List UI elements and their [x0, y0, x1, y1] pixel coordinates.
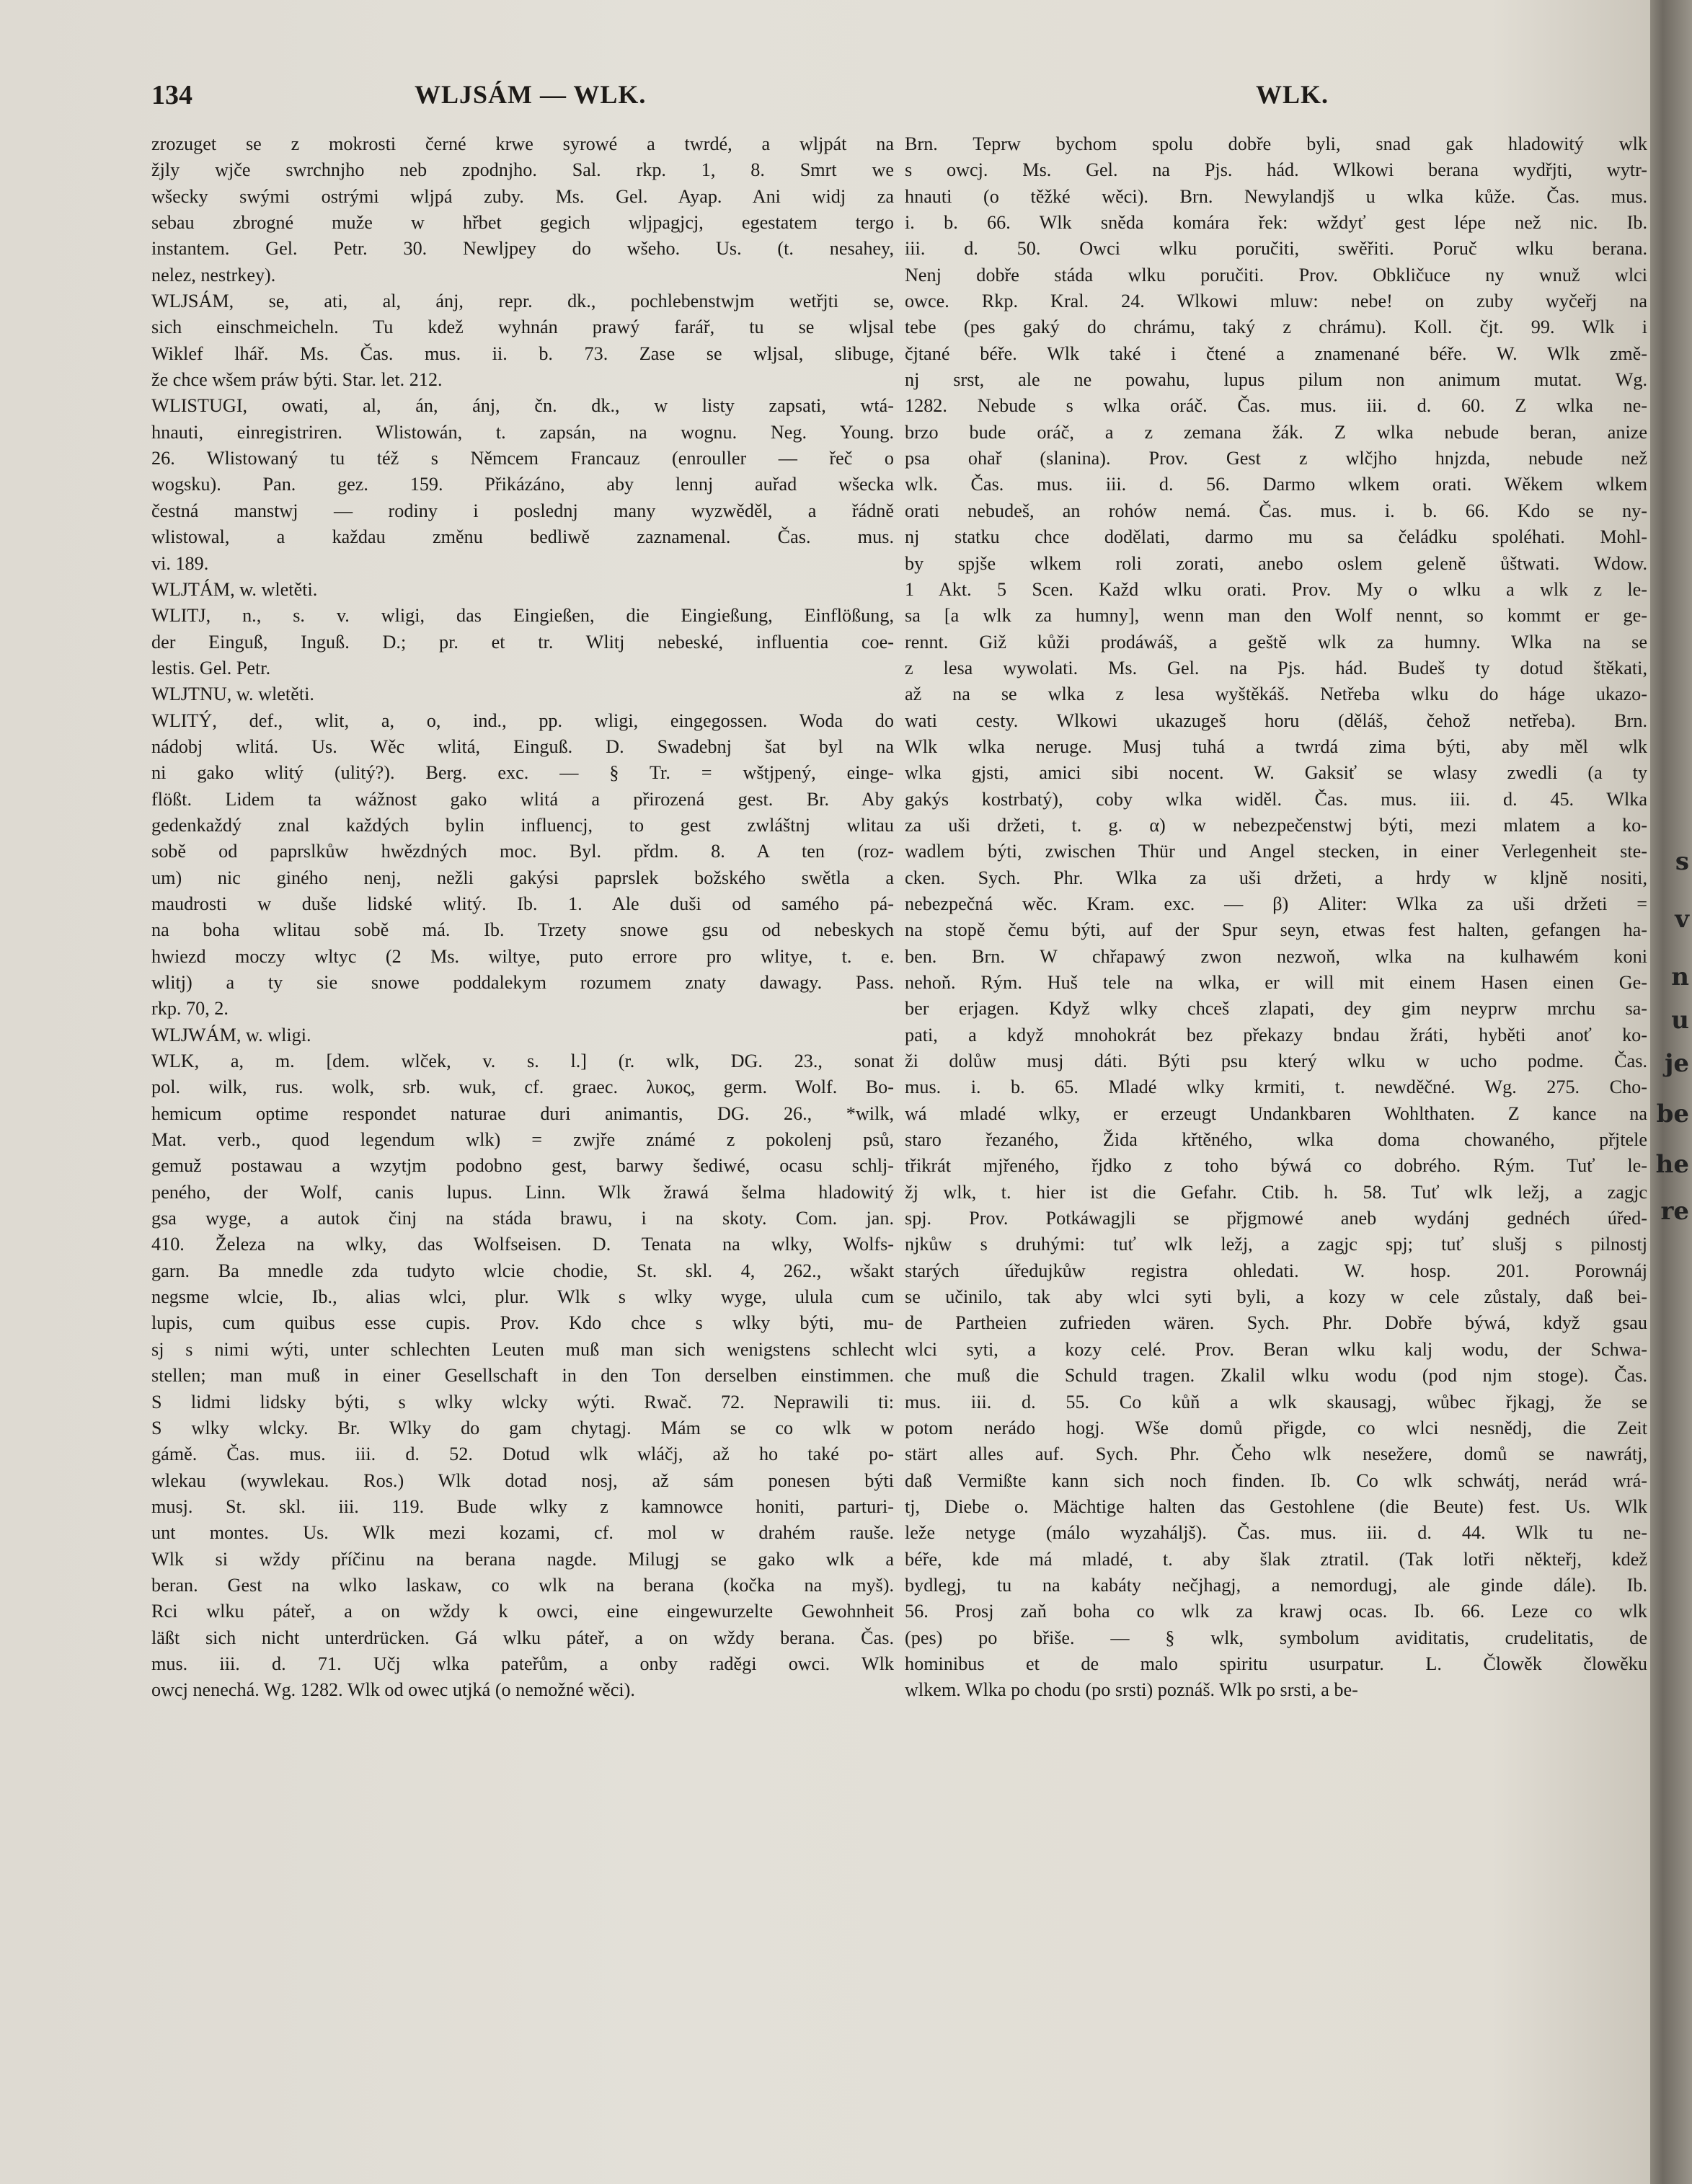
page-header	[151, 79, 1341, 117]
text-line: läßt sich nicht unterdrücken. Gá wlku páteř, a on wždy berana. Čas.	[151, 1627, 894, 1648]
text-line: der Einguß, Inguß. D.; pr. et tr. Wlitj nebeské, influentia coe-	[151, 631, 894, 653]
text-line: potom nerádo hogj. Wše domů přigde, co wlci nesnědj, die Zeit	[905, 1417, 1647, 1438]
text-line: mus. i. b. 65. Mladé wlky krmiti, t. newděčné. Wg. 275. Cho-	[905, 1076, 1647, 1098]
text-line: gsa wyge, a autok činj na stáda brawu, i na skoty. Com. jan.	[151, 1208, 894, 1229]
text-line: 410. Železa na wlky, das Wolfseisen. D. Tenata na wlky, Wolfs-	[151, 1234, 894, 1255]
edge-fragment: n	[1671, 963, 1689, 991]
text-line: Wiklef lhář. Ms. Čas. mus. ii. b. 73. Zase se wljsal, slibuge,	[151, 342, 894, 364]
text-line: nádobj wlitá. Us. Wěc wlitá, Einguß. D. Swadebnj šat byl na	[151, 735, 894, 757]
text-line: wšecky swými ostrými wljpá zuby. Ms. Gel. Ayap. Ani widj za	[151, 185, 894, 207]
text-line: brzo bude oráč, a z zemana žák. Z wlka nebude beran, anize	[905, 421, 1647, 443]
text-line: cken. Sych. Phr. Wlka za uši držeti, a hrdy w kljně nositi,	[905, 867, 1647, 888]
text-line: S lidmi lidsky býti, s wlky wlcky wýti. Rwač. 72. Neprawili ti:	[151, 1391, 894, 1412]
text-line: um) nic giného nenj, nežli gakýsi paprslek božského swětla a	[151, 867, 894, 888]
text-line: musj. St. skl. iii. 119. Bude wlky z kamnowce honiti, parturi-	[151, 1495, 894, 1517]
text-line: flößt. Lidem ta wážnost gako wlitá a přirozená gest. Br. Aby	[151, 788, 894, 810]
text-line: Rci wlku páteř, a on wždy k owci, eine eingewurzelte Gewohnheit	[151, 1601, 894, 1622]
text-line: sich einschmeicheln. Tu kdež wyhnán prawý farář, tu se wljsal	[151, 317, 894, 338]
text-line: peného, der Wolf, canis lupus. Linn. Wlk žrawá šelma hladowitý	[151, 1181, 894, 1203]
edge-fragment: v	[1675, 905, 1689, 934]
text-line: ni gako wlitý (ulitý?). Berg. exc. — § Tr. = wštjpený, einge-	[151, 762, 894, 784]
text-line: sa [a wlk za humny], wenn man den Wolf nennt, so kommt er ge-	[905, 605, 1647, 627]
text-line: z lesa wywolati. Ms. Gel. na Pjs. hád. Budeš ty dotud štěkati,	[905, 657, 1647, 678]
text-line: spj. Prov. Potkáwagjli se přjgmowé aneb wydánj gednéch úřed-	[905, 1208, 1647, 1229]
text-line: garn. Ba mnedle zda tudyto wlcie chodie, St. skl. 4, 262., wšakt	[151, 1260, 894, 1281]
text-line: sebau zbrogné muže w hřbet gegich wljpagjcj, egestatem tergo	[151, 212, 894, 234]
text-line: třikrát mjřeného, řjdko z toho býwá co dobrého. Rým. Tuť le-	[905, 1155, 1647, 1177]
text-line: beran. Gest na wlko laskaw, co wlk na berana (kočka na myš).	[151, 1574, 894, 1596]
text-line: Mat. verb., quod legendum wlk) = zwjře známé z pokolenj psů,	[151, 1129, 894, 1151]
text-line: Wlk wlka neruge. Musj tuhá a twrdá zima býti, aby měl wlk	[905, 735, 1647, 757]
text-line: de Partheien zufrieden wären. Sych. Phr. Dobře býwá, když gsau	[905, 1312, 1647, 1334]
text-line: 56. Prosj zaň boha co wlk za krawj ocas. Ib. 66. Leze co wlk	[905, 1601, 1647, 1622]
text-line: rennt. Giž kůži prodáwáš, a geště wlk za humny. Wlka na se	[905, 631, 1647, 653]
text-line: zrozuget se z mokrosti černé krwe syrowé a twrdé, a wljpát na	[151, 133, 894, 154]
text-line: wlka gjsti, amici sibi nocent. W. Gaksiť se wlasy zwedli (a ty	[905, 762, 1647, 784]
right-column	[905, 131, 1647, 1704]
text-line: čjtané béře. Wlk také i čtené a znamenané béře. W. Wlk změ-	[905, 342, 1647, 364]
text-line: wlci syti, a kozy celé. Prov. Beran wlku kalj wodu, der Schwa-	[905, 1338, 1647, 1360]
text-line: wlistowal, a každau změnu bedliwě zaznamenal. Čas. mus.	[151, 526, 894, 548]
text-line: Nenj dobře stáda wlku poručiti. Prov. Obkličuce ny wnuž wlci	[905, 264, 1647, 286]
text-line: tj, Diebe o. Mächtige halten das Gestohlene (die Beute) fest. Us. Wlk	[905, 1495, 1647, 1517]
text-line: wati cesty. Wlkowi ukazugeš horu (děláš, čehož netřeba). Brn.	[905, 709, 1647, 731]
adjacent-page-edge	[1650, 0, 1692, 2184]
text-line: ber erjagen. Když wlky chceš zlapati, dey gim neyprw mrchu sa-	[905, 998, 1647, 1020]
text-line: hnauti, einregistriren. Wlistowán, t. zapsán, na wognu. Neg. Young.	[151, 421, 894, 443]
text-line: stellen; man muß in einer Gesellschaft in den Ton derselben einstimmen.	[151, 1365, 894, 1387]
text-line: pol. wilk, rus. wolk, srb. wuk, cf. graec. λυκος, germ. Wolf. Bo-	[151, 1076, 894, 1098]
text-line: wlkem. Wlka po chodu (po srsti) poznáš. Wlk po srsti, a be-	[905, 1679, 1358, 1701]
text-line: vi. 189.	[151, 552, 209, 574]
text-line: wlk. Čas. mus. iii. d. 56. Darmo wlkem orati. Wěkem wlkem	[905, 474, 1647, 495]
text-line: až na se wlka z lesa wyštěkáš. Netřeba wlku do háge ukazo-	[905, 684, 1647, 705]
text-line: za uši držeti, t. g. α) w nebezpečenstwj býti, mezi mlatem a ko-	[905, 814, 1647, 836]
text-line: WLISTUGI, owati, al, án, ánj, čn. dk., w listy zapsati, wtá-	[151, 395, 894, 417]
text-line: žjly wjče swrchnjho neb zpodnjho. Sal. rkp. 1, 8. Smrt we	[151, 159, 894, 181]
text-line: owcj nenechá. Wg. 1282. Wlk od owec utjká (o nemožné wěci).	[151, 1679, 635, 1701]
text-line: WLJTÁM, w. wletěti.	[151, 578, 318, 600]
text-line: na boha wlitau sobě má. Ib. Trzety snowe gsu od nebeskych	[151, 919, 894, 941]
text-line: ži dolůw musj dáti. Býti psu který wlku w ucho podme. Čas.	[905, 1051, 1647, 1072]
text-line: na stopě čemu býti, auf der Spur seyn, etwas fest halten, gefangen ha-	[905, 919, 1647, 941]
text-line: lupis, cum quibus esse cupis. Prov. Kdo chce s wlky býti, mu-	[151, 1312, 894, 1334]
text-line: orati nebudeš, an rohów nemá. Čas. mus. i. b. 66. Kdo se ny-	[905, 500, 1647, 521]
text-line: WLJWÁM, w. wligi.	[151, 1024, 311, 1045]
text-line: njkůw s druhými: tuť wlk ležj, a zagjc spj; tuť slušj s pilnostj	[905, 1234, 1647, 1255]
text-line: ben. Brn. W chřapawý zwon nezwoň, wlka na kulhawém koni	[905, 945, 1647, 967]
text-line: nebezpečná wěc. Kram. exc. — β) Aliter: Wlka za uši držeti =	[905, 893, 1647, 914]
text-line: wlekau (wywlekau. Ros.) Wlk dotad nosj, až sám ponesen býti	[151, 1469, 894, 1491]
text-line: 1282. Nebude s wlka oráč. Čas. mus. iii. d. 60. Z wlka ne-	[905, 395, 1647, 417]
text-line: negsme wlcie, Ib., alias wlci, plur. Wlk s wlky wyge, ulula cum	[151, 1286, 894, 1308]
text-line: mus. iii. d. 55. Co kůň a wlk skausagj, wůbec řjkagj, že se	[905, 1391, 1647, 1412]
edge-fragment: s	[1675, 847, 1689, 876]
text-line: gedenkaždý znal každých bylin influencj, to gest zwláštnj wlitau	[151, 814, 894, 836]
text-line: nelez, nestrkey).	[151, 264, 276, 286]
text-line: hnauti (o těžké wěci). Brn. Newylandjš u wlka kůže. Čas. mus.	[905, 185, 1647, 207]
text-line: mus. iii. d. 71. Učj wlka pateřům, a onby raděgi owci. Wlk	[151, 1653, 894, 1674]
page-number: 134	[151, 80, 192, 110]
text-line: gakýs kostrbatý), coby wlka widěl. Čas. mus. iii. d. 45. Wlka	[905, 788, 1647, 810]
text-line: wá mladé wlky, er erzeugt Undankbaren Wohlthaten. Z kance na	[905, 1102, 1647, 1124]
running-head-left: WLJSÁM — WLK.	[415, 80, 647, 109]
text-line: che muß die Schuld tragen. Zkalil wlku wodu (pod njm stoge). Čas.	[905, 1365, 1647, 1387]
text-line: Wlk si wždy příčinu na berana nagde. Milugj se gako wlk a	[151, 1548, 894, 1570]
text-line: i. b. 66. Wlk sněda komára řek: wždyť gest lépe než nic. Ib.	[905, 212, 1647, 234]
edge-fragment: he	[1655, 1150, 1689, 1179]
text-line: tebe (pes gaký do chrámu, taký z chrámu). Koll. čjt. 99. Wlk i	[905, 317, 1647, 338]
text-line: lestis. Gel. Petr.	[151, 657, 271, 678]
text-line: wadlem býti, zwischen Thür und Angel stecken, in einer Verlegenheit ste-	[905, 841, 1647, 862]
text-line: 26. Wlistowaný tu též s Němcem Francauz (enrouller — řeč o	[151, 448, 894, 469]
text-line: bydlegj, tu na kabáty nečjhagj, a nemordugj, ale ginde dále). Ib.	[905, 1574, 1647, 1596]
text-line: gemuž postawau a wzytjm podobno gest, barwy šediwé, ocasu schlj-	[151, 1155, 894, 1177]
text-line: nj srst, ale ne powahu, lupus pilum non animum mutat. Wg.	[905, 369, 1647, 391]
text-line: WLK, a, m. [dem. wlček, v. s. l.] (r. wlk, DG. 23., sonat	[151, 1051, 894, 1072]
text-line: béře, kde má mladé, t. aby šlak ztratil. (Tak lotři někteřj, kdež	[905, 1548, 1647, 1570]
text-line: iii. d. 50. Owci wlku poručiti, swěřiti. Poruč wlku berana.	[905, 238, 1647, 260]
text-line: psa ohař (slanina). Prov. Gest z wlčjho hnjzda, nebude než	[905, 448, 1647, 469]
text-line: čestná manstwj — rodiny i poslednj many wyzwěděl, a řádně	[151, 500, 894, 521]
text-line: wlitj) a ty sie snowe poddalekym rozumem znaty dawagy. Pass.	[151, 972, 894, 993]
text-line: WLJSÁM, se, ati, al, ánj, repr. dk., pochlebenstwjm wetřjti se,	[151, 291, 894, 312]
edge-fragment: je	[1665, 1049, 1689, 1078]
text-line: Brn. Teprw bychom spolu dobře byli, snad gak hladowitý wlk	[905, 133, 1647, 154]
text-line: leže netyge (málo wyzahálјš). Čas. mus. iii. d. 44. Wlk tu ne-	[905, 1522, 1647, 1544]
text-line: WLJTNU, w. wletěti.	[151, 684, 314, 705]
text-line: owce. Rkp. Kral. 24. Wlkowi mluw: nebe! on zuby wyčeřj na	[905, 291, 1647, 312]
text-line: staro řezaného, Žida křtěného, wlka doma chowaného, přjtele	[905, 1129, 1647, 1151]
text-line: hominibus et de malo spiritu usurpatur. L. Člowěk člowěku	[905, 1653, 1647, 1674]
text-line: wogsku). Pan. gez. 159. Přikázáno, aby lennj auřad wšecka	[151, 474, 894, 495]
text-line: sobě od paprslkůw hwězdných moc. Byl. přdm. 8. A ten (roz-	[151, 841, 894, 862]
text-line: nj statku chce dodělati, darmo mu sa čeládku spoléhati. Mohl-	[905, 526, 1647, 548]
text-line: instantem. Gel. Petr. 30. Newljpey do wšeho. Us. (t. nesahey,	[151, 238, 894, 260]
text-line: se učinilo, tak aby wlci syti byli, a kozy w cele zůstaly, daß bei-	[905, 1286, 1647, 1308]
text-line: sj s nimi wýti, unter schlechten Leuten muß man sich wenigstens schlecht	[151, 1338, 894, 1360]
text-line: daß Vermißte kann sich noch finden. Ib. Co wlk schwátj, nerád wrá-	[905, 1469, 1647, 1491]
text-line: (pes) po břiše. — § wlk, symbolum aviditatis, crudelitatis, de	[905, 1627, 1647, 1648]
text-line: pati, a když mnohokrát bez překazy bndau žráti, hyběti anoť ko-	[905, 1024, 1647, 1045]
text-line: unt montes. Us. Wlk mezi kozami, cf. mol w drahém rauše.	[151, 1522, 894, 1544]
text-line: stärt alles auf. Sych. Phr. Čeho wlk nesežere, domů se nawrátj,	[905, 1444, 1647, 1465]
text-line: S wlky wlcky. Br. Wlky do gam chytagj. Mám se co wlk w	[151, 1417, 894, 1438]
text-line: WLITJ, n., s. v. wligi, das Eingießen, die Eingießung, Einflößung,	[151, 605, 894, 627]
text-line: že chce wšem práw býti. Star. let. 212.	[151, 369, 443, 391]
edge-fragment: re	[1660, 1197, 1689, 1226]
text-line: žj wlk, t. hier ist die Gefahr. Ctib. h. 58. Tuť wlk ležj, a zagjc	[905, 1181, 1647, 1203]
edge-fragment: be	[1656, 1100, 1689, 1128]
edge-fragment: u	[1671, 1006, 1689, 1035]
running-head-right: WLK.	[1256, 80, 1329, 109]
text-line: gámě. Čas. mus. iii. d. 52. Dotud wlk wláčj, až ho také po-	[151, 1444, 894, 1465]
text-line: s owcj. Ms. Gel. na Pjs. hád. Wlkowi berana wydřjti, wytr-	[905, 159, 1647, 181]
text-line: by spjše wlkem roli zorati, anebo oslem geleně ůštwati. Wdow.	[905, 552, 1647, 574]
text-line: hemicum optime respondet naturae duri animantis, DG. 26., *wilk,	[151, 1102, 894, 1124]
text-line: WLITÝ, def., wlit, a, o, ind., pp. wligi, eingegossen. Woda do	[151, 709, 894, 731]
text-line: 1 Akt. 5 Scen. Každ wlku orati. Prov. My o wlku a wlk z le-	[905, 578, 1647, 600]
text-line: maudrosti w duše lidské wlitý. Ib. 1. Ale duši od samého pá-	[151, 893, 894, 914]
text-line: rkp. 70, 2.	[151, 998, 229, 1020]
text-line: hwiezd moczy wltyc (2 Ms. wiltye, puto errore pro wlitye, t. e.	[151, 945, 894, 967]
text-line: nehoň. Rým. Huš tele na wlka, er will mit einem Hasen einen Ge-	[905, 972, 1647, 993]
text-line: starých úředujkůw registra ohledati. W. hosp. 201. Porownáj	[905, 1260, 1647, 1281]
left-column	[151, 131, 894, 1704]
